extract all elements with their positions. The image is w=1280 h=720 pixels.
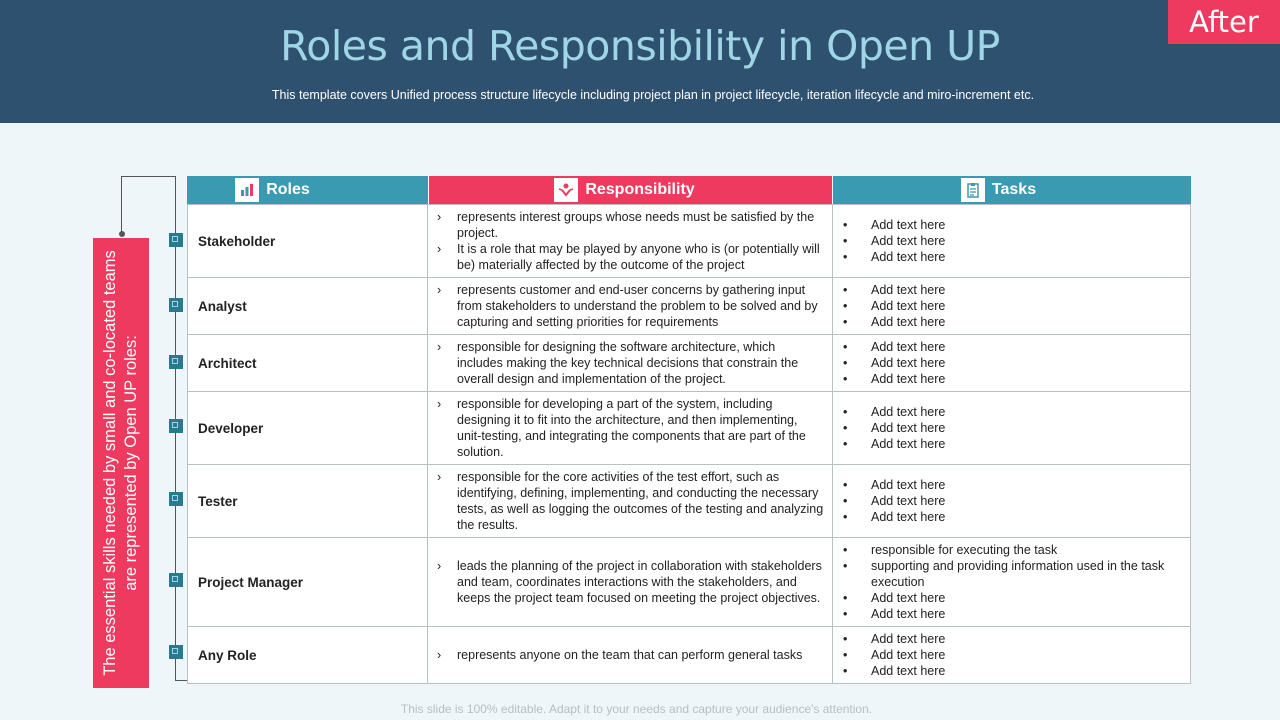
responsibility-text: responsible for designing the software architecture, which includes making the key technical decisions that constrain the overall design and implementation of the project.: [457, 340, 799, 386]
tasks-cell: [833, 392, 1191, 464]
task-text: Add text here: [871, 218, 946, 232]
responsibility-text: represents customer and end-user concerns by gathering input from stakeholders to understand the problem to be solved and by capturing and setting priorities for requirements: [457, 283, 818, 329]
task-text: Add text here: [871, 299, 946, 313]
task-text: Add text here: [871, 340, 946, 354]
task-text: Add text here: [871, 437, 946, 451]
bullet-icon: •: [843, 478, 848, 492]
task-item: [843, 404, 1182, 420]
task-text: responsible for executing the task: [871, 543, 1058, 557]
responsibility-item: [437, 282, 824, 330]
task-text: Add text here: [871, 315, 946, 329]
row-marker-icon: [169, 233, 183, 247]
after-badge: After: [1168, 0, 1280, 44]
table-row-developer: [187, 391, 1191, 464]
bullet-icon: •: [843, 234, 848, 248]
tasks-cell: [833, 335, 1191, 391]
task-item: [843, 371, 1182, 387]
role-name: Architect: [187, 335, 428, 391]
chevron-right-icon: ›: [437, 470, 442, 484]
bullet-icon: •: [843, 283, 848, 297]
responsibility-cell: [428, 538, 833, 626]
table-row-any-role: [187, 626, 1191, 683]
role-name: Tester: [187, 465, 428, 537]
responsibility-item: [437, 396, 824, 460]
table-row-stakeholder: [187, 204, 1191, 277]
table-row-architect: [187, 334, 1191, 391]
task-item: [843, 606, 1182, 622]
task-text: Add text here: [871, 648, 946, 662]
side-label-text: The essential skills needed by small and co-located teams are represented by Open UP roles:: [101, 250, 140, 676]
task-item: [843, 631, 1182, 647]
row-marker-icon: [169, 573, 183, 587]
header-responsibility: [428, 176, 833, 204]
responsibility-cell: [428, 465, 833, 537]
slide-title: Roles and Responsibility in Open UP: [280, 22, 1000, 70]
task-text: Add text here: [871, 372, 946, 386]
bullet-icon: •: [843, 607, 848, 621]
slide-footer: This slide is 100% editable. Adapt it to your needs and capture your audience's attention.: [400, 702, 873, 716]
bullet-icon: •: [843, 559, 848, 573]
clipboard-icon: [961, 178, 985, 202]
task-text: Add text here: [871, 494, 946, 508]
hands-person-icon: [554, 178, 578, 202]
responsibility-cell: [428, 278, 833, 334]
task-text: Add text here: [871, 591, 946, 605]
bullet-icon: •: [843, 218, 848, 232]
task-item: [843, 314, 1182, 330]
task-item: [843, 282, 1182, 298]
bullet-icon: •: [843, 510, 848, 524]
task-text: Add text here: [871, 234, 946, 248]
chevron-right-icon: ›: [437, 397, 442, 411]
task-text: Add text here: [871, 283, 946, 297]
responsibility-item: [437, 469, 824, 533]
row-marker-icon: [169, 419, 183, 433]
task-item: [843, 477, 1182, 493]
chevron-right-icon: ›: [437, 242, 442, 256]
tasks-cell: [833, 538, 1191, 626]
bullet-icon: •: [843, 648, 848, 662]
task-item: [843, 355, 1182, 371]
roles-table: [187, 176, 1191, 684]
tasks-cell: [833, 627, 1191, 683]
bullet-icon: •: [843, 494, 848, 508]
bullet-icon: •: [843, 591, 848, 605]
task-item: [843, 339, 1182, 355]
bullet-icon: •: [843, 372, 848, 386]
task-text: Add text here: [871, 421, 946, 435]
bullet-icon: •: [843, 632, 848, 646]
table-row-analyst: [187, 277, 1191, 334]
task-text: Add text here: [871, 632, 946, 646]
task-item: [843, 298, 1182, 314]
task-item: [843, 249, 1182, 265]
task-item: [843, 493, 1182, 509]
task-item: [843, 663, 1182, 679]
row-marker-icon: [169, 298, 183, 312]
connector-line-bottom: [175, 680, 187, 681]
task-text: supporting and providing information used in the task execution: [871, 559, 1165, 589]
bullet-icon: •: [843, 405, 848, 419]
row-marker-icon: [169, 355, 183, 369]
responsibility-text: represents interest groups whose needs must be satisfied by the project.: [457, 210, 815, 240]
role-name: Project Manager: [187, 538, 428, 626]
bullet-icon: •: [843, 315, 848, 329]
responsibility-text: It is a role that may be played by anyone who is (or potentially will be) materially affected by the outcome of the project: [457, 242, 820, 272]
role-name: Analyst: [187, 278, 428, 334]
table-row-tester: [187, 464, 1191, 537]
responsibility-text: leads the planning of the project in collaboration with stakeholders and team, coordinates interactions with the stakeholders, and keeps the project team focused on meeting the project objectives.: [457, 559, 822, 605]
responsibility-cell: [428, 335, 833, 391]
chevron-right-icon: ›: [437, 210, 442, 224]
chevron-right-icon: ›: [437, 648, 442, 662]
table-header: [187, 176, 1191, 204]
slide-header: [0, 0, 1280, 123]
bullet-icon: •: [843, 543, 848, 557]
tasks-cell: [833, 205, 1191, 277]
header-roles: [187, 176, 428, 204]
task-text: Add text here: [871, 607, 946, 621]
role-name: Stakeholder: [187, 205, 428, 277]
task-text: Add text here: [871, 664, 946, 678]
chevron-right-icon: ›: [437, 283, 442, 297]
task-item: [843, 217, 1182, 233]
responsibility-item: [437, 241, 824, 273]
header-responsibility-label: Responsibility: [585, 181, 695, 198]
people-chart-icon: [235, 178, 259, 202]
responsibility-item: [437, 647, 824, 663]
task-item: [843, 542, 1182, 558]
task-item: [843, 590, 1182, 606]
role-name: Developer: [187, 392, 428, 464]
role-name: Any Role: [187, 627, 428, 683]
task-item: [843, 647, 1182, 663]
bullet-icon: •: [843, 437, 848, 451]
responsibility-cell: [428, 392, 833, 464]
bullet-icon: •: [843, 356, 848, 370]
connector-line-left: [121, 176, 122, 234]
slide-subtitle: This template covers Unified process structure lifecycle including project plan in project lifecycle, iteration lifecycle and miro-increment etc.: [271, 88, 1035, 102]
responsibility-cell: [428, 627, 833, 683]
responsibility-item: [437, 339, 824, 387]
tasks-cell: [833, 278, 1191, 334]
row-marker-icon: [169, 645, 183, 659]
chevron-right-icon: ›: [437, 559, 442, 573]
bullet-icon: •: [843, 340, 848, 354]
chevron-right-icon: ›: [437, 340, 442, 354]
bullet-icon: •: [843, 250, 848, 264]
tasks-cell: [833, 465, 1191, 537]
table-row-project-manager: [187, 537, 1191, 626]
task-text: Add text here: [871, 478, 946, 492]
task-item: [843, 558, 1182, 590]
responsibility-item: [437, 558, 824, 606]
responsibility-text: responsible for the core activities of the test effort, such as identifying, defining, implementing, and conducting the necessary tests, as well as logging the outcomes of the testing and analyzing the results.: [457, 470, 824, 532]
task-text: Add text here: [871, 405, 946, 419]
responsibility-cell: [428, 205, 833, 277]
header-roles-label: Roles: [266, 181, 310, 198]
bullet-icon: •: [843, 299, 848, 313]
bullet-icon: •: [843, 664, 848, 678]
task-item: [843, 436, 1182, 452]
header-tasks: [833, 176, 1191, 204]
task-text: Add text here: [871, 250, 946, 264]
connector-line-top: [121, 176, 176, 177]
task-item: [843, 509, 1182, 525]
responsibility-text: responsible for developing a part of the system, including designing it to fit into the architecture, and then implementing, unit-testing, and integrating the components that are part of the solution.: [457, 397, 806, 459]
row-marker-icon: [169, 492, 183, 506]
task-item: [843, 420, 1182, 436]
task-text: Add text here: [871, 356, 946, 370]
side-label-bar: [93, 238, 149, 688]
responsibility-item: [437, 209, 824, 241]
task-item: [843, 233, 1182, 249]
bullet-icon: •: [843, 421, 848, 435]
connector-dot: [119, 231, 125, 237]
responsibility-text: represents anyone on the team that can perform general tasks: [457, 648, 803, 662]
header-tasks-label: Tasks: [991, 181, 1037, 198]
task-text: Add text here: [871, 510, 946, 524]
